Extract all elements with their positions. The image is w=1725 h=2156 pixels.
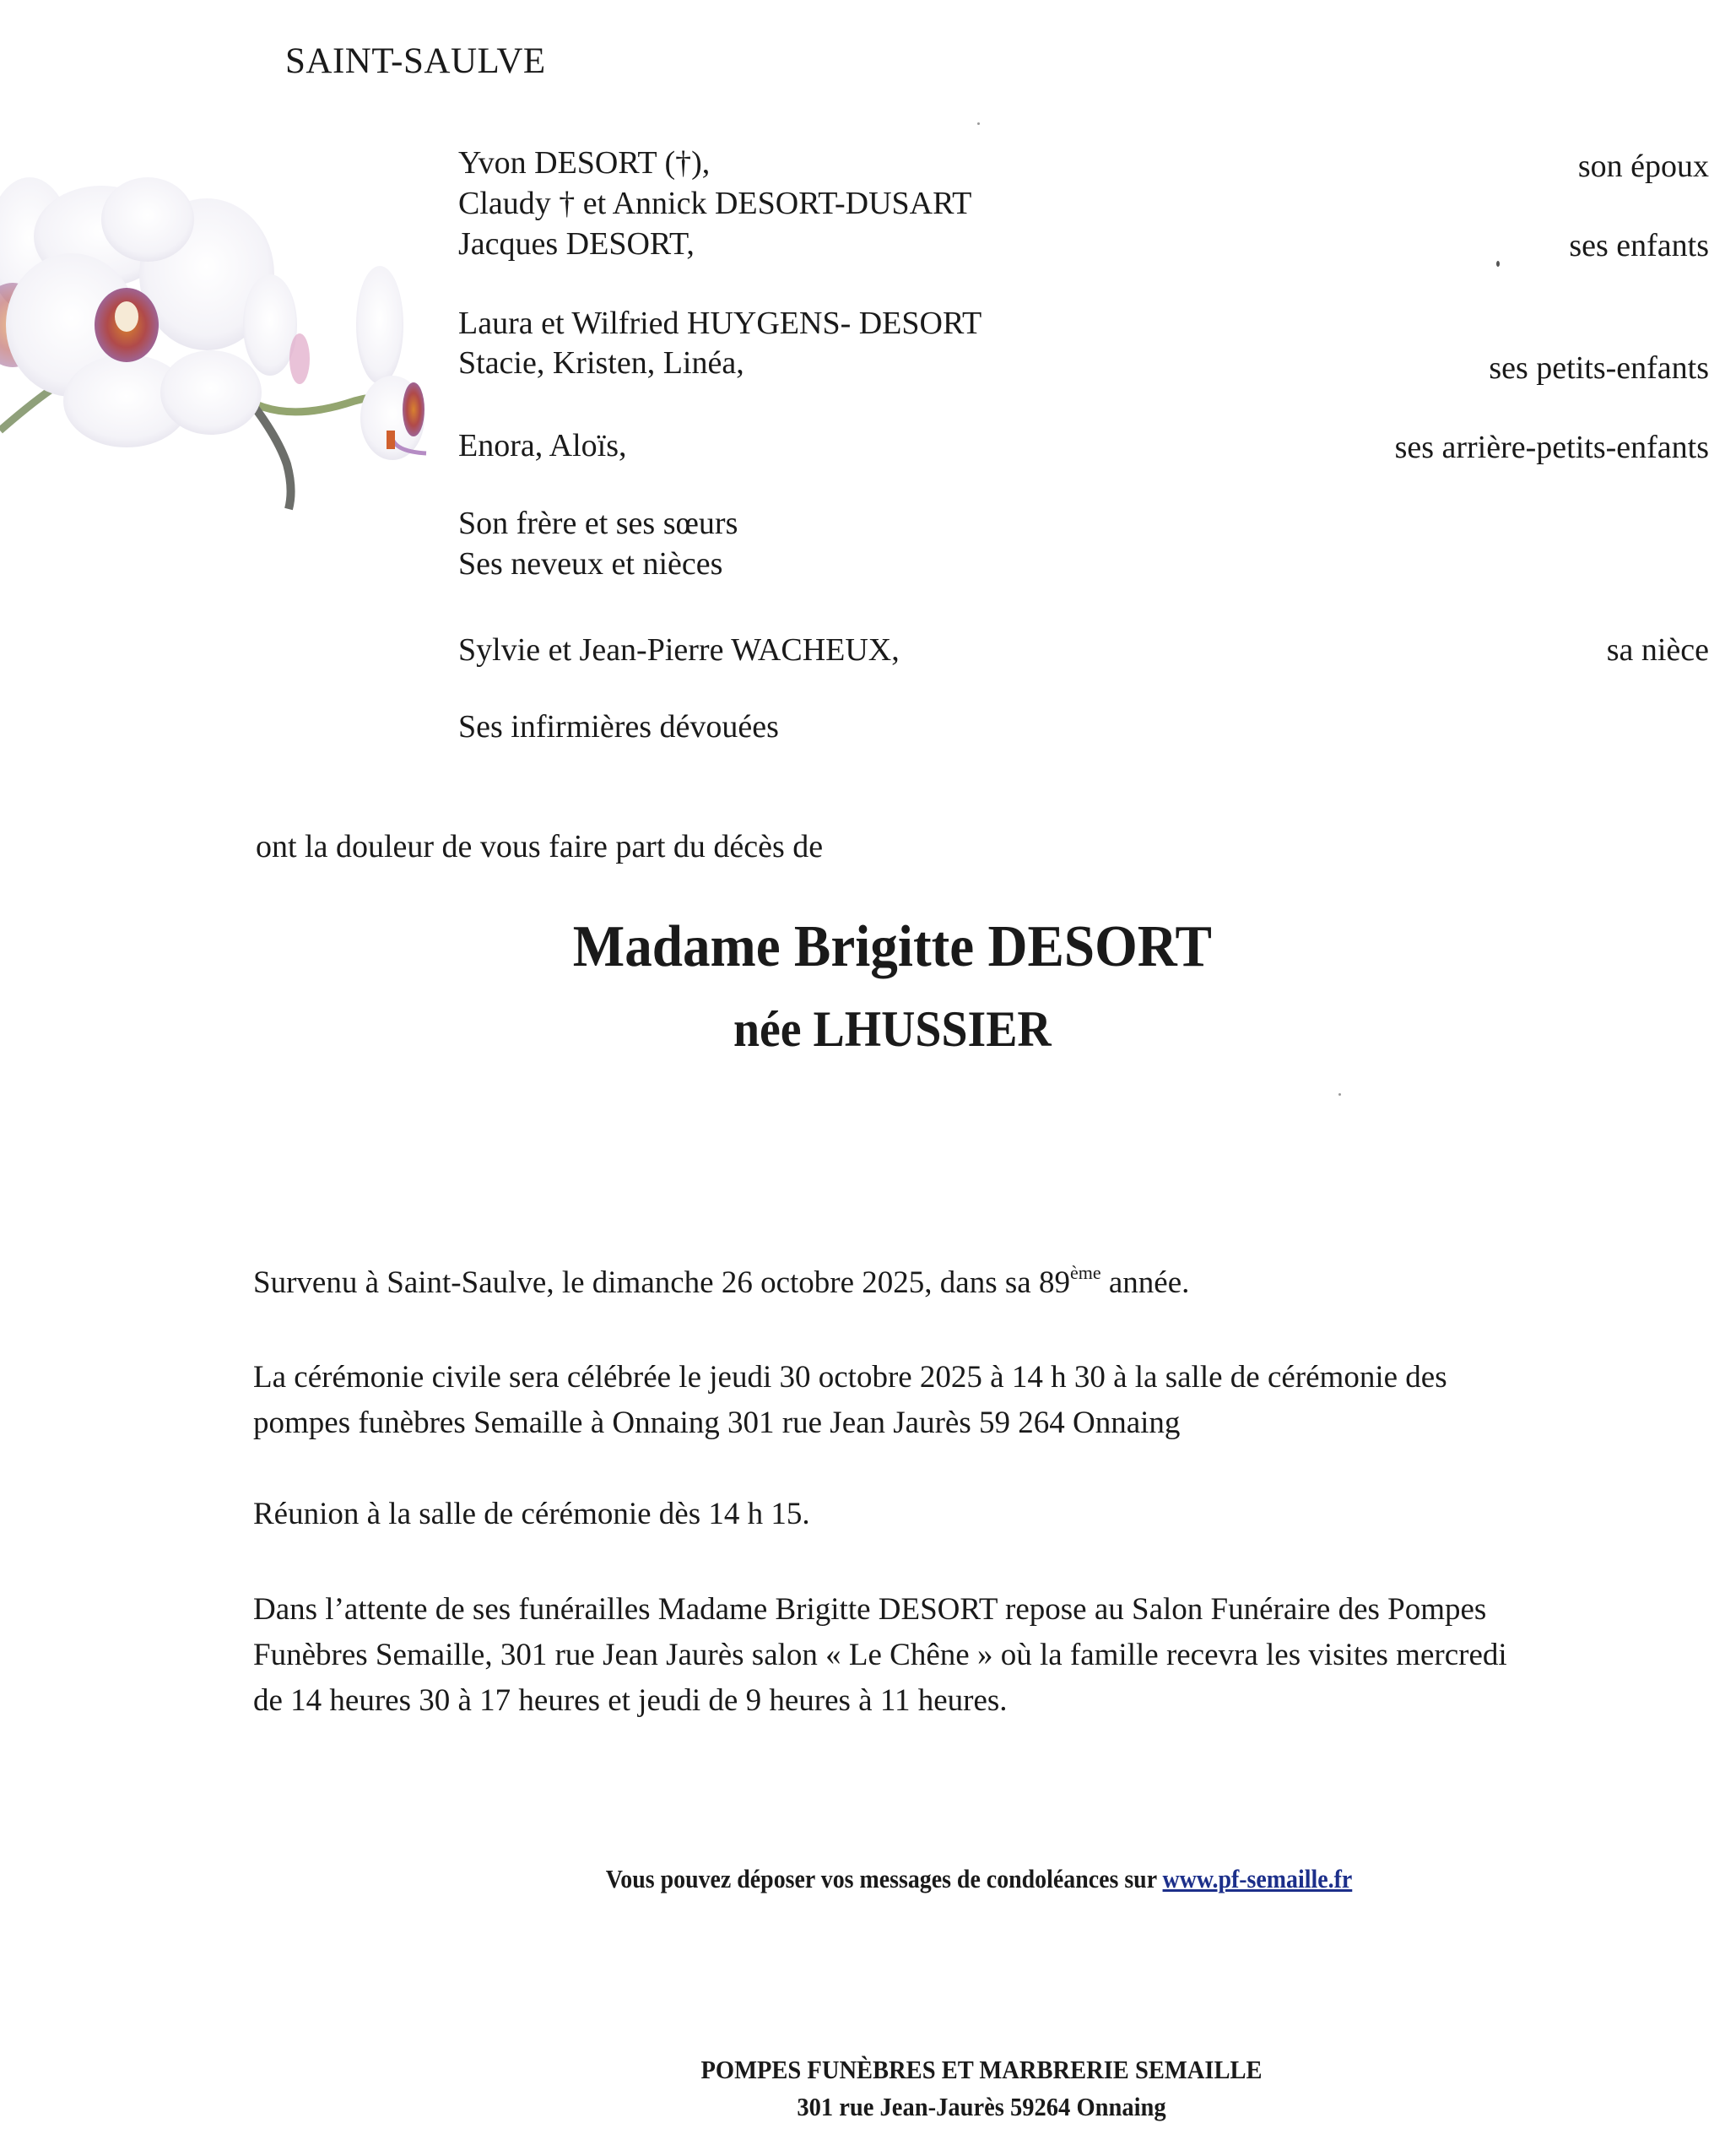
scan-speck (1496, 261, 1500, 267)
condolences-text: Vous pouvez déposer vos messages de condoléances sur (605, 1864, 1163, 1893)
relation-label: sa nièce (1606, 632, 1709, 668)
family-line: Stacie, Kristen, Linéa, (458, 345, 744, 381)
deceased-name: Madame Brigitte DESORT (572, 914, 1212, 979)
family-line: Yvon DESORT (†), (458, 145, 711, 181)
ceremony-line: pompes funèbres Semaille à Onnaing 301 rue Jean Jaurès 59 264 Onnaing (253, 1406, 1181, 1440)
white-orchid-icon (0, 148, 473, 511)
family-line: Ses infirmières dévouées (458, 709, 779, 745)
announcement-intro: ont la douleur de vous faire part du décès de (256, 829, 824, 864)
relation-label: son époux (1577, 149, 1709, 184)
family-line: Son frère et ses sœurs (458, 506, 738, 541)
family-line: Claudy † et Annick DESORT-DUSART (458, 186, 972, 221)
town-heading: SAINT-SAULVE (285, 41, 546, 81)
relation-label: ses petits-enfants (1489, 350, 1709, 386)
death-paragraph (253, 1260, 1705, 1306)
scan-speck (977, 122, 980, 125)
relation-label: ses enfants (1569, 228, 1709, 263)
ceremony-line: La cérémonie civile sera célébrée le jeudi 30 octobre 2025 à 14 h 30 à la salle de cérémonie des (253, 1360, 1447, 1395)
family-line: Ses neveux et nièces (458, 546, 723, 582)
footer-address: 301 rue Jean-Jaurès 59264 Onnaing (797, 2092, 1166, 2121)
relation-label: ses arrière-petits-enfants (1394, 430, 1709, 465)
condolences-link[interactable]: www.pf-semaille.fr (1162, 1864, 1353, 1893)
visits-line: Funèbres Semaille, 301 rue Jean Jaurès salon « Le Chêne » où la famille recevra les visites mercredi (253, 1638, 1507, 1672)
maiden-name: née LHUSSIER (733, 1001, 1052, 1057)
ceremony-paragraph (253, 1355, 1705, 1446)
visits-paragraph (253, 1587, 1705, 1724)
family-line: Jacques DESORT, (458, 226, 695, 262)
family-line: Sylvie et Jean-Pierre WACHEUX, (458, 632, 900, 668)
ordinal-suffix: ème (1069, 1262, 1101, 1283)
visits-line: de 14 heures 30 à 17 heures et jeudi de 9 heures à 11 heures. (253, 1683, 1008, 1718)
reunion-paragraph: Réunion à la salle de cérémonie dès 14 h 15. (253, 1497, 810, 1531)
family-line: Enora, Aloïs, (458, 428, 627, 463)
condolences-note (98, 1864, 1651, 1894)
footer-company: POMPES FUNÈBRES ET MARBRERIE SEMAILLE (700, 2055, 1263, 2084)
death-text-end: année. (1100, 1265, 1190, 1300)
death-text: Survenu à Saint-Saulve, le dimanche 26 octobre 2025, dans sa 89 (253, 1265, 1070, 1300)
family-line: Laura et Wilfried HUYGENS- DESORT (458, 306, 982, 341)
scan-speck (1338, 1093, 1341, 1096)
visits-line: Dans l’attente de ses funérailles Madame Brigitte DESORT repose au Salon Funéraire des Pompes (253, 1592, 1487, 1627)
